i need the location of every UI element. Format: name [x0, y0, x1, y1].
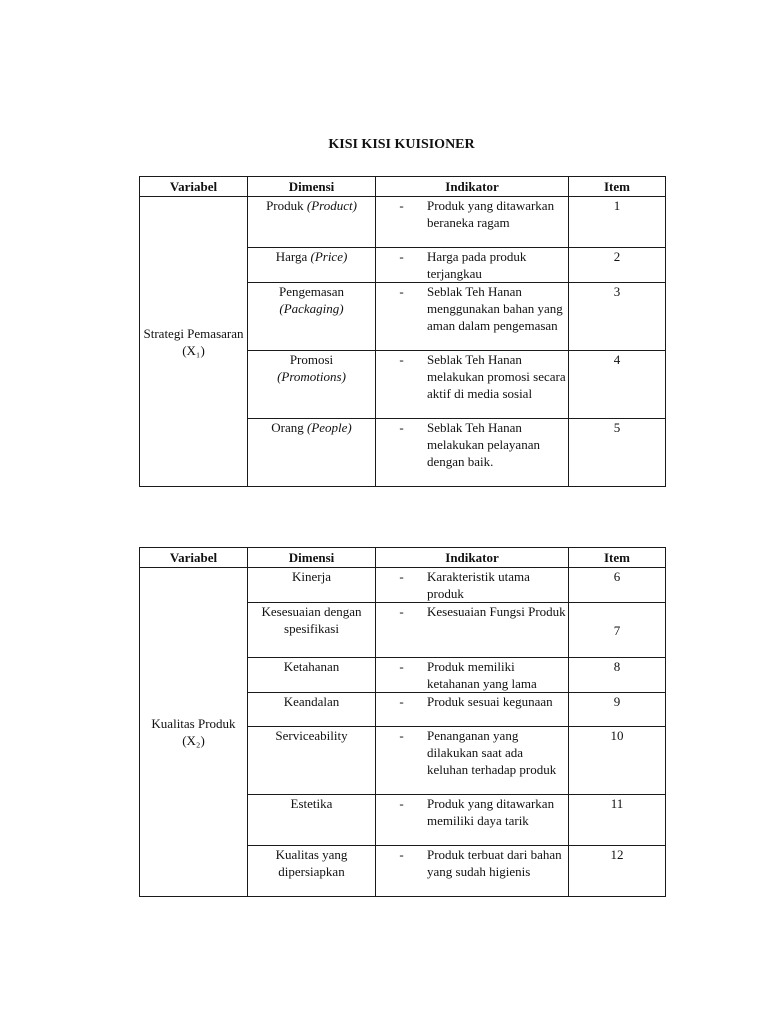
item-number: 12 [569, 846, 666, 897]
bullet-dash: - [399, 604, 404, 619]
document-title: KISI KISI KUISIONER [328, 137, 475, 152]
indicator-text: Kesesuaian Fungsi Produk [427, 604, 566, 619]
dimension-cell [248, 197, 376, 248]
dimension-cell [248, 727, 376, 795]
dimension-label: Harga [275, 249, 308, 264]
bullet-dash: - [399, 569, 404, 584]
dimension-label: Kualitas yang dipersiapkan [275, 847, 348, 879]
indicator-text: Harga pada produk terjangkau [427, 249, 527, 281]
indicator-text: Penanganan yang dilakukan saat ada keluhan terhadap produk [427, 728, 557, 777]
dimension-label: Serviceability [275, 728, 348, 743]
kisi-table-strategi-pemasaran [139, 176, 666, 487]
dimension-english-label: (Product) [306, 198, 357, 213]
dimension-english-label: (Promotions) [277, 369, 346, 384]
indicator-cell [376, 846, 569, 897]
item-number: 8 [569, 658, 666, 693]
item-number: 9 [569, 693, 666, 727]
item-number: 5 [569, 419, 666, 487]
dimension-cell [248, 351, 376, 419]
dimension-english-label: (People) [306, 420, 352, 435]
indicator-cell [376, 568, 569, 603]
table-header-row [140, 548, 666, 568]
indicator-text: Produk memiliki ketahanan yang lama [427, 659, 537, 691]
dimension-label: Produk [266, 198, 304, 213]
dimension-label: Orang [271, 420, 304, 435]
header-item: Item [569, 548, 666, 568]
bullet-dash: - [399, 352, 404, 367]
dimension-label: Ketahanan [283, 659, 340, 674]
dimension-label: Estetika [290, 796, 333, 811]
bullet-dash: - [399, 694, 404, 709]
header-indikator: Indikator [376, 177, 569, 197]
dimension-cell [248, 419, 376, 487]
item-number: 1 [569, 197, 666, 248]
dimension-cell [248, 283, 376, 351]
dimension-cell [248, 568, 376, 603]
dimension-cell [248, 846, 376, 897]
kisi-table-kualitas-produk [139, 547, 666, 897]
bullet-dash: - [399, 420, 404, 435]
bullet-dash: - [399, 249, 404, 264]
item-number: 10 [569, 727, 666, 795]
indicator-text: Produk sesuai kegunaan [427, 694, 553, 709]
item-number: 2 [569, 248, 666, 283]
indicator-text: Seblak Teh Hanan melakukan promosi secara aktif di media sosial [427, 352, 566, 401]
item-number: 7 [569, 603, 666, 658]
table-header-row [140, 177, 666, 197]
bullet-dash: - [399, 728, 404, 743]
dimension-cell [248, 795, 376, 846]
indicator-text: Produk yang ditawarkan memiliki daya tarik [427, 796, 555, 828]
indicator-text: Produk yang ditawarkan beraneka ragam [427, 198, 555, 230]
dimension-cell [248, 248, 376, 283]
dimension-label: Pengemasan [279, 284, 344, 299]
indicator-text: Seblak Teh Hanan menggunakan bahan yang aman dalam pengemasan [427, 284, 563, 333]
header-indikator: Indikator [376, 548, 569, 568]
indicator-cell [376, 248, 569, 283]
item-number: 4 [569, 351, 666, 419]
dimension-label: Keandalan [283, 694, 340, 709]
bullet-dash: - [399, 659, 404, 674]
dimension-label: Kinerja [292, 569, 331, 584]
header-variabel: Variabel [140, 177, 248, 197]
header-dimensi: Dimensi [248, 548, 376, 568]
indicator-cell [376, 693, 569, 727]
dimension-cell [248, 603, 376, 658]
bullet-dash: - [399, 847, 404, 862]
indicator-cell [376, 658, 569, 693]
indicator-cell [376, 727, 569, 795]
bullet-dash: - [399, 284, 404, 299]
item-number: 3 [569, 283, 666, 351]
table-row [140, 197, 666, 248]
dimension-cell [248, 693, 376, 727]
dimension-english-label: (Packaging) [279, 301, 344, 316]
table-row [140, 568, 666, 603]
header-variabel: Variabel [140, 548, 248, 568]
indicator-cell [376, 283, 569, 351]
indicator-cell [376, 351, 569, 419]
indicator-cell [376, 603, 569, 658]
bullet-dash: - [399, 198, 404, 213]
dimension-cell [248, 658, 376, 693]
bullet-dash: - [399, 796, 404, 811]
indicator-cell [376, 419, 569, 487]
header-dimensi: Dimensi [248, 177, 376, 197]
indicator-cell [376, 197, 569, 248]
indicator-text: Karakteristik utama produk [427, 569, 530, 601]
header-item: Item [569, 177, 666, 197]
indicator-cell [376, 795, 569, 846]
dimension-english-label: (Price) [310, 249, 348, 264]
variable-cell: Kualitas Produk (X₂) [140, 568, 248, 897]
item-number: 6 [569, 568, 666, 603]
item-number: 11 [569, 795, 666, 846]
dimension-label: Promosi [289, 352, 334, 367]
dimension-label: Kesesuaian dengan spesifikasi [261, 604, 362, 636]
indicator-text: Produk terbuat dari bahan yang sudah higienis [427, 847, 562, 879]
indicator-text: Seblak Teh Hanan melakukan pelayanan dengan baik. [427, 420, 540, 469]
variable-cell: Strategi Pemasaran (X₁) [140, 197, 248, 487]
